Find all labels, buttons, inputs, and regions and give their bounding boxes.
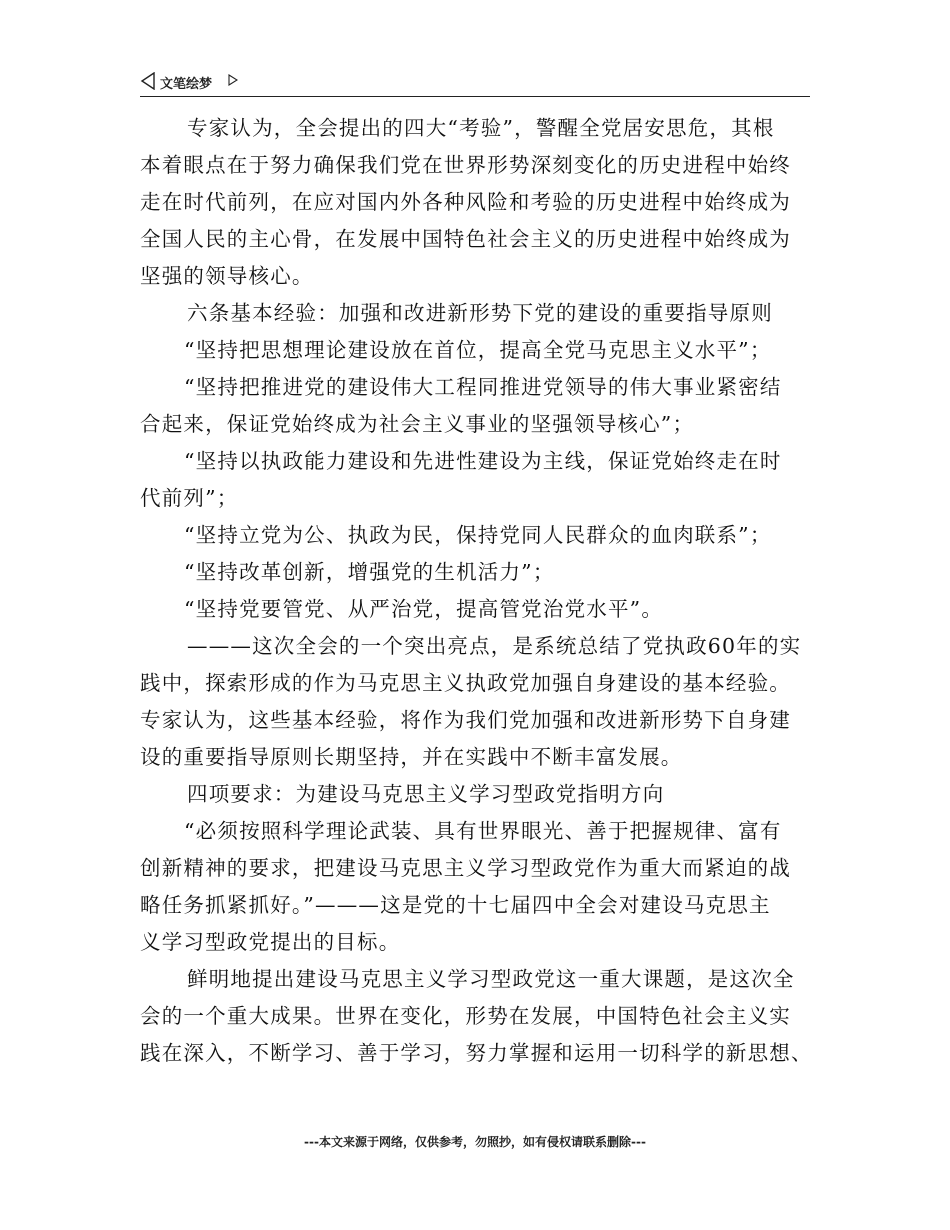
section-heading: 六条基本经验：加强和改进新形势下党的建设的重要指导原则 bbox=[187, 301, 773, 325]
text-line: 专家认为，这些基本经验，将作为我们党加强和改进新形势下自身建 bbox=[140, 708, 791, 732]
header-title: 文笔绘梦 bbox=[160, 77, 213, 92]
triangle-right-icon bbox=[228, 74, 238, 86]
text-line: “坚持立党为公、执政为民，保持党同人民群众的血肉联系”； bbox=[184, 523, 772, 547]
text-line: 合起来，保证党始终成为社会主义事业的坚强领导核心”； bbox=[140, 412, 695, 436]
text-line: 会的一个重大成果。世界在变化，形势在发展，中国特色社会主义实 bbox=[140, 1004, 791, 1028]
text-line: 设的重要指导原则长期坚持，并在实践中不断丰富发展。 bbox=[140, 745, 683, 769]
text-line: 义学习型政党提出的目标。 bbox=[140, 930, 401, 954]
text-line: 践在深入，不断学习、善于学习，努力掌握和运用一切科学的新思想、 bbox=[140, 1041, 813, 1065]
text-line: 代前列”； bbox=[140, 486, 239, 510]
text-line: 鲜明地提出建设马克思主义学习型政党这一重大课题，是这次全 bbox=[187, 967, 795, 991]
text-line: “坚持改革创新，增强党的生机活力”； bbox=[184, 560, 555, 584]
text-line: 创新精神的要求，把建设马克思主义学习型政党作为重大而紧迫的战 bbox=[140, 856, 791, 880]
section-heading: 四项要求：为建设马克思主义学习型政党指明方向 bbox=[187, 782, 665, 806]
text-line: 走在时代前列，在应对国内外各种风险和考验的历史进程中始终成为 bbox=[140, 190, 791, 214]
text-line: 全国人民的主心骨，在发展中国特色社会主义的历史进程中始终成为 bbox=[140, 227, 791, 251]
text-line: ———这次全会的一个突出亮点，是系统总结了党执政60年的实 bbox=[187, 634, 802, 658]
text-line: “坚持把推进党的建设伟大工程同推进党领导的伟大事业紧密结 bbox=[184, 375, 782, 399]
text-line: 践中，探索形成的作为马克思主义执政党加强自身建设的基本经验。 bbox=[140, 671, 791, 695]
text-line: 本着眼点在于努力确保我们党在世界形势深刻变化的历史进程中始终 bbox=[140, 153, 791, 177]
text-line: 坚强的领导核心。 bbox=[140, 264, 314, 288]
text-line: “坚持以执政能力建设和先进性建设为主线，保证党始终走在时 bbox=[184, 449, 782, 473]
page-footer: ---本文来源于网络，仅供参考，勿照抄，如有侵权请联系删除--- bbox=[304, 1135, 646, 1149]
text-line: 略任务抓紧抓好。”———这是党的十七届四中全会对建设马克思主 bbox=[140, 893, 771, 917]
document-body bbox=[140, 110, 812, 1072]
page-header bbox=[140, 70, 810, 97]
text-line: “必须按照科学理论武装、具有世界眼光、善于把握规律、富有 bbox=[184, 819, 782, 843]
text-line: “坚持把思想理论建设放在首位，提高全党马克思主义水平”； bbox=[184, 338, 772, 362]
text-line: 专家认为，全会提出的四大“考验”，警醒全党居安思危，其根 bbox=[187, 116, 775, 140]
text-line: “坚持党要管党、从严治党，提高管党治党水平”。 bbox=[184, 597, 664, 621]
triangle-left-icon bbox=[140, 72, 156, 90]
